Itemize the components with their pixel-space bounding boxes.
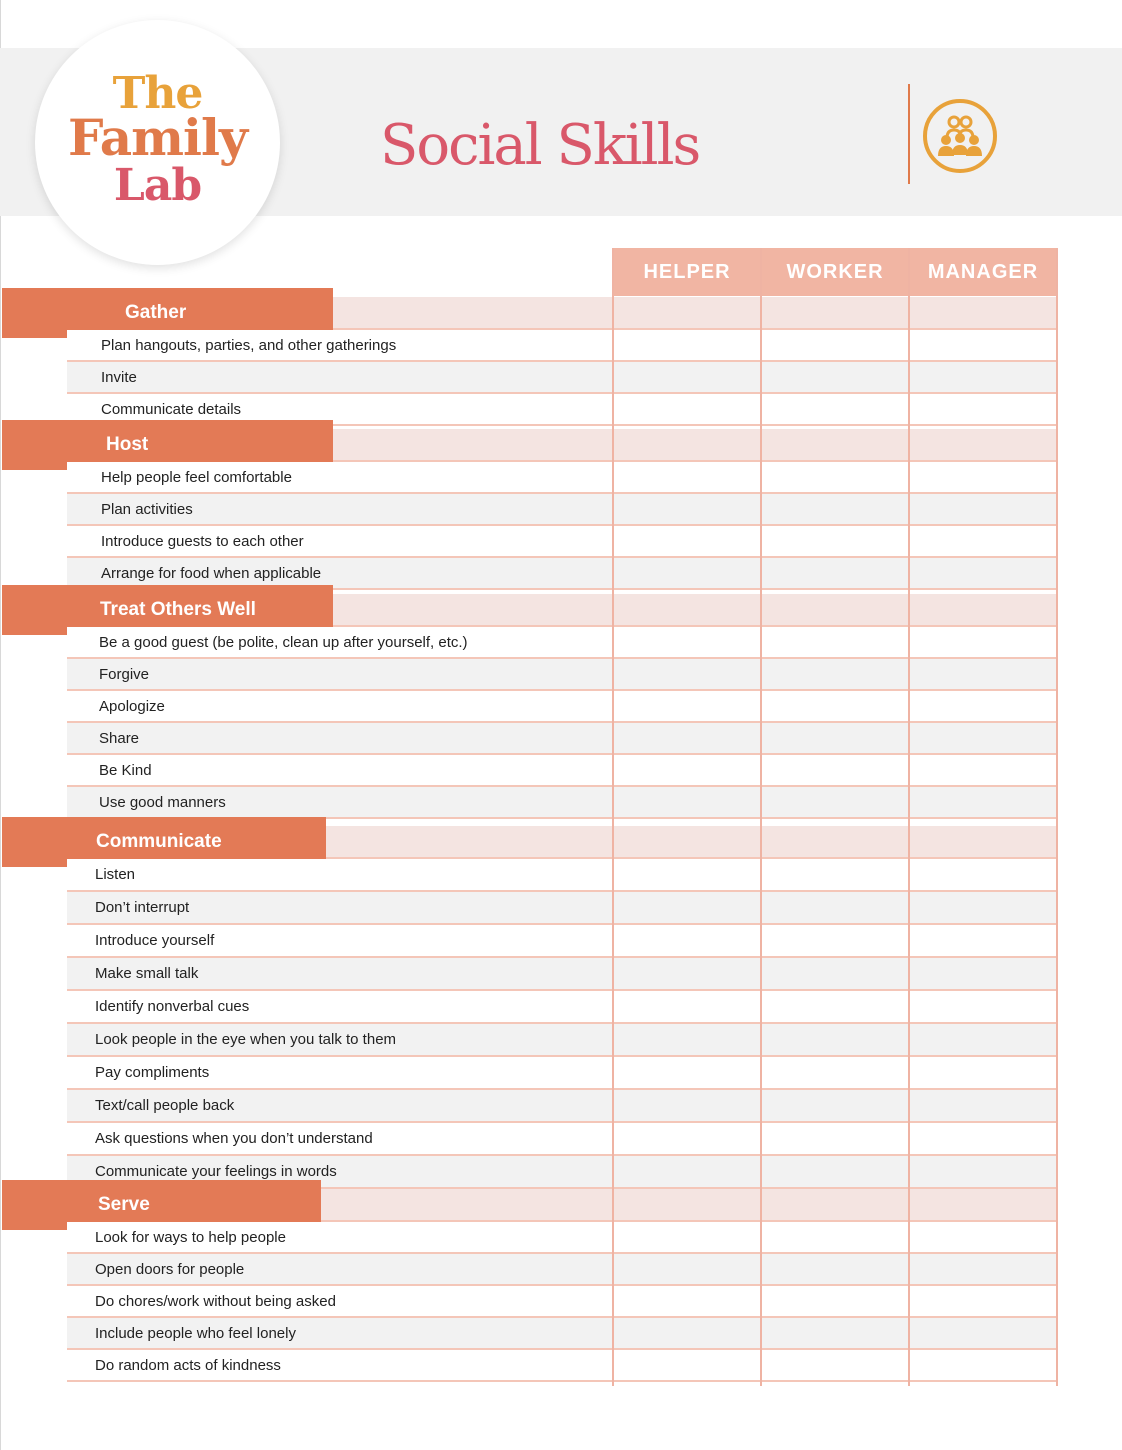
skill-label: Look for ways to help people <box>95 1229 286 1246</box>
section-title: Host <box>2 420 333 470</box>
skill-label: Listen <box>95 866 136 883</box>
skill-label: Introduce guests to each other <box>101 533 304 550</box>
section-title: Treat Others Well <box>2 585 333 635</box>
skill-label: Introduce yourself <box>95 932 215 949</box>
skill-label: Communicate your feelings in words <box>95 1163 337 1180</box>
skill-label: Apologize <box>99 698 165 715</box>
skill-label: Make small talk <box>95 965 199 982</box>
section-title: Serve <box>2 1180 321 1230</box>
skill-label: Invite <box>101 369 137 386</box>
skill-label: Do chores/work without being asked <box>95 1293 336 1310</box>
column-divider <box>760 248 762 1386</box>
skill-label: Include people who feel lonely <box>95 1325 296 1342</box>
skill-label: Communicate details <box>101 401 242 418</box>
skill-label: Pay compliments <box>95 1064 210 1081</box>
skill-label: Share <box>99 730 140 747</box>
skill-label: Arrange for food when applicable <box>101 565 322 582</box>
skill-label: Help people feel comfortable <box>101 469 292 486</box>
skill-label: Text/call people back <box>95 1097 235 1114</box>
section-title: Communicate <box>2 817 326 867</box>
skill-label: Don’t interrupt <box>95 899 190 916</box>
skill-label: Do random acts of kindness <box>95 1357 281 1374</box>
column-header-helper: HELPER <box>613 248 761 296</box>
column-divider <box>908 248 910 1386</box>
section-title: Gather <box>2 288 333 338</box>
column-header-manager: MANAGER <box>909 248 1057 296</box>
skill-label: Be Kind <box>99 762 152 779</box>
skill-label: Forgive <box>99 666 150 683</box>
skill-label: Ask questions when you don’t understand <box>95 1130 373 1147</box>
logo-line-family: Family <box>67 108 248 167</box>
logo-line-the: The <box>112 68 203 119</box>
skill-label: Be a good guest (be polite, clean up after yourself, etc.) <box>99 634 468 651</box>
page-title: Social Skills <box>380 113 700 178</box>
column-divider <box>1056 248 1058 1386</box>
column-header-worker: WORKER <box>761 248 909 296</box>
skill-label: Plan activities <box>101 501 193 518</box>
skill-label: Identify nonverbal cues <box>95 998 250 1015</box>
skill-label: Open doors for people <box>95 1261 245 1278</box>
logo-line-lab: Lab <box>113 160 202 211</box>
skill-label: Plan hangouts, parties, and other gatherings <box>101 337 397 354</box>
column-divider <box>612 248 614 1386</box>
skill-label: Use good manners <box>99 794 226 811</box>
skill-label: Look people in the eye when you talk to them <box>95 1031 397 1048</box>
